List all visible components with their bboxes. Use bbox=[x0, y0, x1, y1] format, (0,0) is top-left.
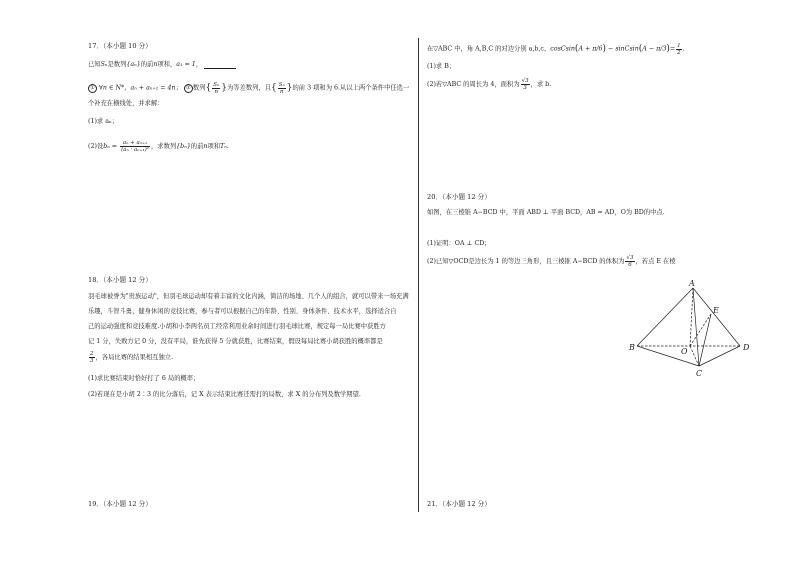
label-o: O bbox=[681, 347, 688, 356]
label-a: A bbox=[689, 279, 695, 288]
q18-part-1: (1)求比赛结束时恰好打了 6 局的概率； bbox=[88, 375, 200, 382]
circled-two: ② bbox=[184, 84, 193, 93]
q20-part-2: (2)已知▽OCD是边长为 1 的等边三角形，且三棱锥 A−BCD 的体积为 $\frac{√3}{6}$ ，若点 E 在棱 bbox=[427, 255, 676, 268]
label-b: B bbox=[629, 343, 635, 352]
segment-ao-hidden bbox=[690, 288, 693, 346]
q17-heading: 17．（本小题 10 分） bbox=[88, 42, 152, 50]
q17-part-1: (1)求 aₙ； bbox=[88, 118, 118, 125]
q18-line: 己的运动强度和竞技难度.小胡和小李两名员工经常利用业余时间进行羽毛球比赛，规定每一局比赛中获胜方 bbox=[88, 323, 386, 330]
edge-bc bbox=[637, 346, 699, 366]
fraction-s-over-n: $\frac{\text{Sₙ}}{n}$ bbox=[213, 81, 220, 95]
q18-line: 记 1 分，失败方记 0 分，没有平局，谁先获得 5 分就获胜，比赛结束，假设每局比赛小胡获胜的概率都是 bbox=[88, 338, 383, 345]
column-divider bbox=[418, 38, 419, 512]
fraction-one-half: $\frac{1}{2}$ bbox=[677, 42, 681, 56]
edge-cd bbox=[699, 346, 740, 366]
pyramid-figure bbox=[620, 278, 760, 382]
q21-heading: 21．（本小题 12 分） bbox=[427, 500, 491, 508]
triangle-part-2: (2)若▽ABC 的周长为 4，面积为 $\frac{√3}{3}$ ，求 b. bbox=[427, 78, 552, 91]
q17-line-3: 个补充在横线处，并求解： bbox=[88, 100, 164, 107]
label-d: D bbox=[743, 343, 750, 352]
q20-part-1: (1)证明：OA ⊥ CD； bbox=[427, 240, 491, 247]
q20-heading: 20．（本小题 12 分） bbox=[427, 193, 491, 201]
triangle-problem-line-1: 在▽ABC 中，角 A,B,C 的对边分别 a,b,c，cosCsin(A + π/6) − sinCsin(A − π/3)= $\frac{1}{2}$ . bbox=[427, 42, 685, 56]
q18-heading: 18．（本小题 12 分） bbox=[88, 276, 152, 284]
q18-prob-line: $\frac{2}{3}$ ，各局比赛的结果相互独立. bbox=[90, 351, 174, 364]
fraction-sqrt3-over-6: $\frac{√3}{6}$ bbox=[626, 255, 634, 268]
fraction-sqrt3-over-3: $\frac{√3}{3}$ bbox=[521, 78, 529, 91]
triangle-part-1: (1)求 B； bbox=[427, 63, 456, 70]
fraction-two-thirds: $\frac{2}{3}$ bbox=[90, 351, 94, 364]
q17-line-1: 已知Sₙ是数列{aₙ}的前n项和，a₁ = 1， bbox=[88, 60, 236, 69]
answer-blank bbox=[204, 62, 236, 69]
q17-line-2: ① ∀n ∈ N*，aₙ + aₙ₊₁ = 4n； ② 数列{ $\frac{\text{Sₙ}}{n}$ }为等差数列，且{ $\frac{\text{Sₙ}}{n}$ }的前 3 项和为 6.从以上两个条件中任选一 bbox=[88, 80, 409, 97]
fraction-bn: $\frac{\text{aₙ + aₙ₊₁}}{\text{(aₙ · aₙ₊₁)²}}$ bbox=[121, 140, 149, 153]
edge-ad bbox=[693, 288, 740, 346]
q20-line-1: 如图，在三棱锥 A−BCD 中，平面 ABD ⊥ 平面 BCD，AB = AD，O为 BD的中点. bbox=[427, 209, 665, 216]
segment-ce bbox=[699, 314, 711, 366]
edge-ab bbox=[637, 288, 693, 346]
fraction-s-over-n-2: $\frac{\text{Sₙ}}{n}$ bbox=[278, 81, 285, 95]
label-e: E bbox=[713, 306, 719, 315]
q17-part-2: (2)设bₙ = $\frac{\text{aₙ + aₙ₊₁}}{\text{(aₙ · aₙ₊₁)²}}$ ，求数列{bₙ}的前n项和Tₙ. bbox=[88, 140, 229, 153]
segment-oe-hidden bbox=[690, 314, 711, 346]
q18-line: 乐趣，斗智斗勇，健身休闲的竞技比赛，参与者可以根据自己的年龄、性别、身体条件、技术水平，选择适合自 bbox=[88, 308, 397, 315]
label-c: C bbox=[696, 369, 703, 378]
q19-heading: 19．（本小题 12 分） bbox=[88, 500, 152, 508]
circled-one: ① bbox=[88, 84, 97, 93]
q18-part-2: (2)若现在是小胡 2∶3 的比分落后，记 X 表示结束比赛还需打的局数，求 X 的分布列及数学期望. bbox=[88, 391, 361, 398]
q18-line: 羽毛球被誉为"贵族运动"，但羽毛球运动却有着丰富的文化内涵，简洁的场地、几个人的组合，就可以带来一场充满 bbox=[88, 293, 409, 300]
